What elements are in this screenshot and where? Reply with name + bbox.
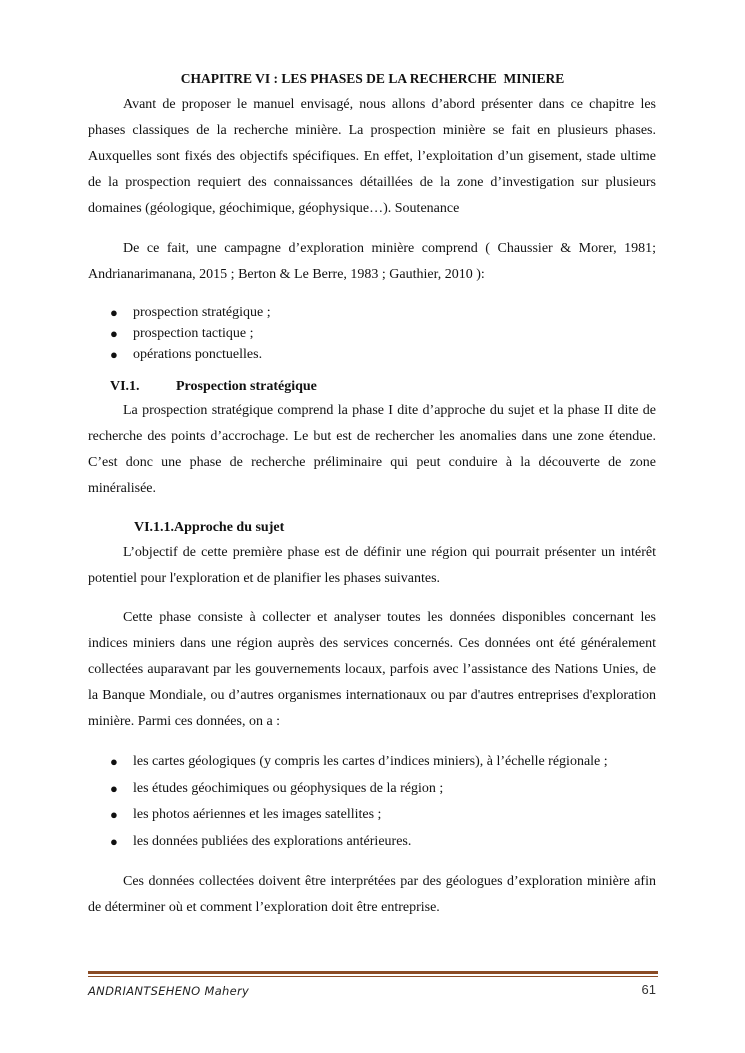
list-item: ● les photos aériennes et les images satellites ; xyxy=(108,802,656,829)
bullet-icon: ● xyxy=(110,326,118,341)
list-item: ● les études géochimiques ou géophysiques de la région ; xyxy=(108,776,656,803)
chapter-title: CHAPITRE VI : LES PHASES DE LA RECHERCHE MINIERE xyxy=(180,71,565,86)
list-item: ● prospection tactique ; xyxy=(108,323,656,344)
intro-paragraph: Avant de proposer le manuel envisagé, nous allons d’abord présenter dans ce chapitre les phases classiques de la recherche minière. La prospection minière se fait en plusieurs phases. Auxquelles sont fixés des objectifs spécifiques. En effet, l’exploitation d’un gisement, stade ultime de la prospection requiert des connaissances détaillées de la zone d’investigation sur plusieurs domaines (géologique, géochimique, géophysique…). Soutenance xyxy=(88,97,656,216)
data-source-list xyxy=(108,749,656,855)
page-number: 61 xyxy=(641,982,656,997)
list-item: ● les cartes géologiques (y compris les cartes d’indices miniers), à l’échelle régionale ; xyxy=(108,749,656,776)
bullet-icon: ● xyxy=(110,833,118,849)
section-title: Prospection stratégique xyxy=(176,379,317,394)
footer-rule xyxy=(88,971,658,974)
section-number: VI.1. xyxy=(110,379,140,394)
bullet-icon: ● xyxy=(110,305,118,320)
list-item: ● opérations ponctuelles. xyxy=(108,344,656,365)
list-item: ● les données publiées des explorations antérieures. xyxy=(108,829,656,856)
bullet-icon: ● xyxy=(110,754,118,769)
section-paragraph: La prospection stratégique comprend la phase I dite d’approche du sujet et la phase II dite de recherche des points d’accrochage. Le but est de rechercher les anomalies dans une zone étendue. C’est donc une phase de recherche préliminaire qui peut conduire à la découverte de zone minéralisée. xyxy=(88,403,656,496)
section-heading xyxy=(110,378,317,396)
subsection-paragraph-1: L’objectif de cette première phase est de définir une région qui pourrait présenter un intérêt potentiel pour l'exploration et de planifier les phases suivantes. xyxy=(88,545,656,586)
bullet-icon: ● xyxy=(110,347,118,362)
campaign-paragraph: De ce fait, une campagne d’exploration minière comprend ( Chaussier & Morer, 1981; Andrianarimanana, 2015 ; Berton & Le Berre, 1983 ; Gauthier, 2010 ): xyxy=(88,241,656,282)
footer-author: ANDRIANTSEHENO Mahery xyxy=(88,984,250,998)
subsection-paragraph-2: Cette phase consiste à collecter et analyser toutes les données disponibles concernant les indices miniers dans une région auprès des services concernés. Ces données ont été généralement collectées auparavant par les gouvernements locaux, parfois avec l’assistance des Nations Unies, de la Banque Mondiale, ou d’autres organismes internationaux ou par d'autres entreprises d'exploration minière. Parmi ces données, on a : xyxy=(88,610,656,729)
list-item: ● prospection stratégique ; xyxy=(108,302,656,323)
bullet-icon: ● xyxy=(110,807,118,822)
subsection-heading: VI.1.1.Approche du sujet xyxy=(134,520,285,535)
subsection-paragraph-3: Ces données collectées doivent être interprétées par des géologues d’exploration minière afin de déterminer où et comment l’exploration doit être entreprise. xyxy=(88,874,656,915)
footer-rule-thin xyxy=(88,976,658,977)
campaign-phase-list xyxy=(108,302,656,365)
bullet-icon: ● xyxy=(110,780,118,796)
